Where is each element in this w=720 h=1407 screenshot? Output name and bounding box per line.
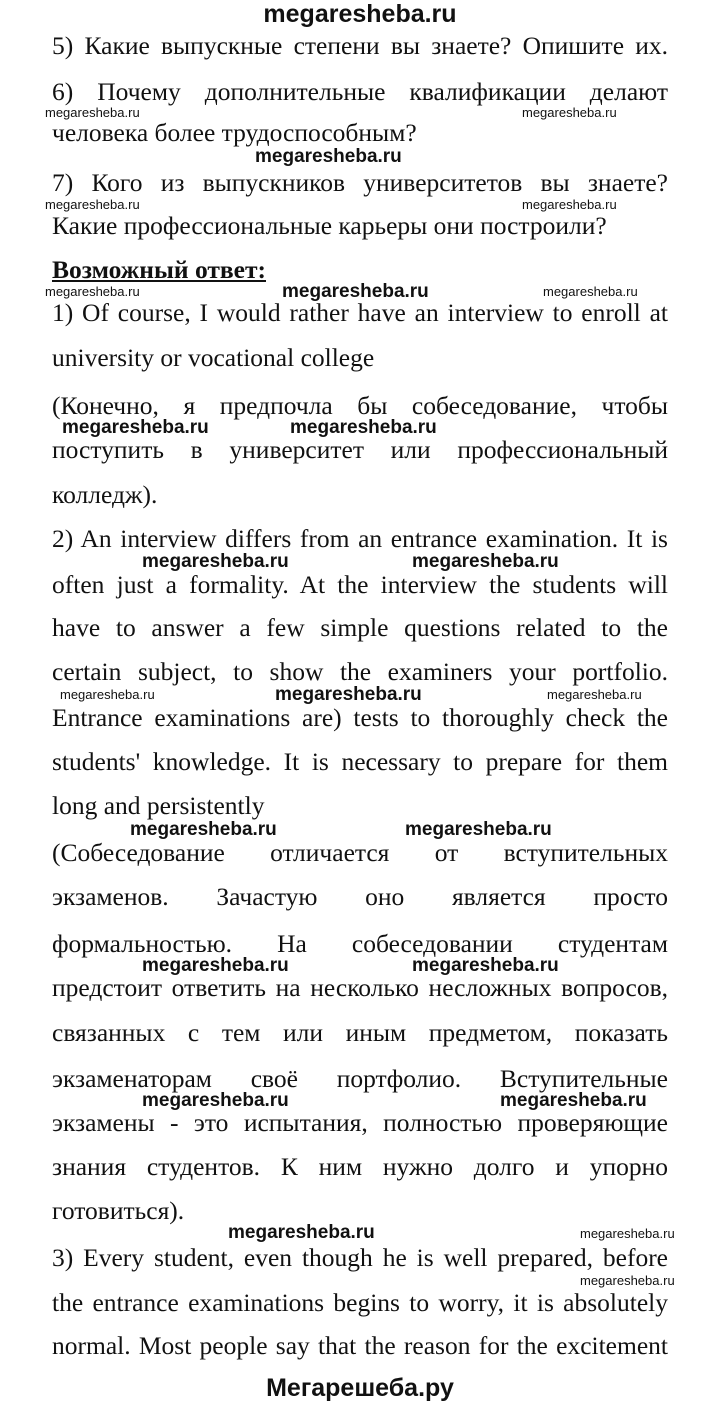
text-line: колледж). [52,480,158,509]
watermark: megaresheba.ru [547,687,642,702]
site-header: megaresheba.ru [263,0,457,28]
text-line: long and persistently [52,791,265,820]
text-line: 5) Какие выпускные степени вы знаете? Опишите их. [52,31,668,60]
text-line: (Собеседование отличается от вступительных [52,838,668,867]
text-line: формальностью. На собеседовании студентам [52,929,668,958]
watermark: megaresheba.ru [290,417,437,438]
site-footer: Мегарешеба.ру [266,1374,454,1402]
text-line: often just a formality. At the interview the students will [52,570,668,599]
watermark: megaresheba.ru [282,281,429,302]
text-line: 7) Кого из выпускников университетов вы знаете? [52,168,668,197]
watermark: megaresheba.ru [522,105,617,120]
watermark: megaresheba.ru [62,417,209,438]
text-line: Какие профессиональные карьеры они построили? [52,211,607,240]
text-line: экзамены - это испытания, полностью проверяющие [52,1108,668,1137]
text-line: человека более трудоспособным? [52,118,417,147]
watermark: megaresheba.ru [405,819,552,840]
text-line: normal. Most people say that the reason for the excitement [52,1331,668,1360]
text-line: экзаменов. Зачастую оно является просто [52,882,668,911]
text-line: 2) An interview differs from an entrance examination. It is [52,524,668,553]
text-line: (Конечно, я предпочла бы собеседование, чтобы [52,391,668,420]
text-line: поступить в университет или профессиональный [52,435,668,464]
watermark: megaresheba.ru [500,1090,647,1111]
watermark: megaresheba.ru [228,1222,375,1243]
text-line: связанных с тем или иным предметом, показать [52,1018,668,1047]
text-line: 1) Of course, I would rather have an interview to enroll at [52,298,668,327]
watermark: megaresheba.ru [543,284,638,299]
text-line: the entrance examinations begins to worry, it is absolutely [52,1288,668,1317]
watermark: megaresheba.ru [255,146,402,167]
watermark: megaresheba.ru [45,284,140,299]
watermark: megaresheba.ru [275,684,422,705]
watermark: megaresheba.ru [142,955,289,976]
answer-heading: Возможный ответ: [52,255,266,284]
text-line: certain subject, to show the examiners your portfolio. [52,657,668,686]
watermark: megaresheba.ru [130,819,277,840]
watermark: megaresheba.ru [580,1273,675,1288]
text-line: have to answer a few simple questions related to the [52,613,668,642]
text-line: предстоит ответить на несколько несложных вопросов, [52,973,668,1002]
watermark: megaresheba.ru [412,551,559,572]
watermark: megaresheba.ru [580,1226,675,1241]
watermark: megaresheba.ru [142,551,289,572]
text-line: Entrance examinations are) tests to thoroughly check the [52,703,668,732]
watermark: megaresheba.ru [142,1090,289,1111]
watermark: megaresheba.ru [522,197,617,212]
watermark: megaresheba.ru [45,105,140,120]
text-line: university or vocational college [52,343,375,372]
text-line: 3) Every student, even though he is well prepared, before [52,1243,668,1272]
text-line: students' knowledge. It is necessary to prepare for them [52,747,668,776]
watermark: megaresheba.ru [412,955,559,976]
watermark: megaresheba.ru [45,197,140,212]
text-line: готовиться). [52,1196,185,1225]
watermark: megaresheba.ru [60,687,155,702]
text-line: 6) Почему дополнительные квалификации делают [52,77,668,106]
text-line: знания студентов. К ним нужно долго и упорно [52,1152,668,1181]
text-line: экзаменаторам своё портфолио. Вступительные [52,1064,668,1093]
